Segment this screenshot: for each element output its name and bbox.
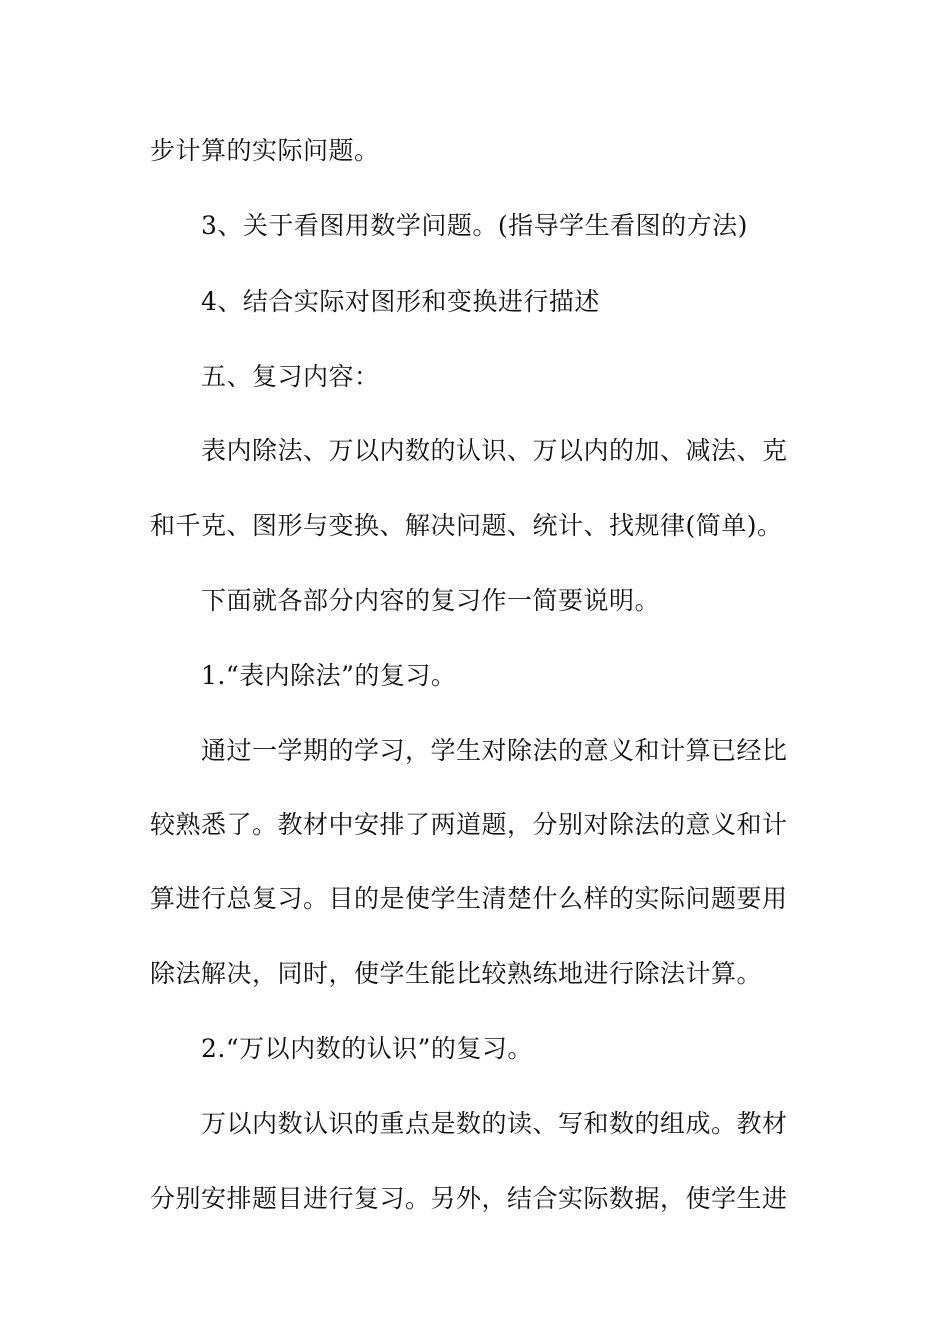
paragraph-line: 下面就各部分内容的复习作一简要说明。 (201, 586, 661, 615)
paragraph-line: 3、关于看图用数学问题。(指导学生看图的方法) (201, 211, 748, 240)
paragraph-line: 较熟悉了。教材中安排了两道题，分别对除法的意义和计 (150, 810, 788, 839)
paragraph-line: 和千克、图形与变换、解决问题、统计、找规律(简单)。 (150, 511, 783, 540)
paragraph-line: 万以内数认识的重点是数的读、写和数的组成。教材 (201, 1109, 788, 1138)
subsection-heading: 1.“表内除法”的复习。 (201, 661, 457, 690)
paragraph-line: 除法解决，同时，使学生能比较熟练地进行除法计算。 (150, 959, 763, 988)
paragraph-line: 算进行总复习。目的是使学生清楚什么样的实际问题要用 (150, 884, 788, 913)
paragraph-line: 4、结合实际对图形和变换进行描述 (201, 287, 600, 316)
paragraph-line: 步计算的实际问题。 (150, 136, 380, 165)
paragraph-line: 通过一学期的学习，学生对除法的意义和计算已经比 (201, 736, 788, 765)
paragraph-line: 表内除法、万以内数的认识、万以内的加、减法、克 (201, 436, 788, 465)
paragraph-line: 分别安排题目进行复习。另外，结合实际数据，使学生进 (150, 1184, 788, 1213)
section-heading: 五、复习内容： (201, 362, 380, 391)
subsection-heading: 2.“万以内数的认识”的复习。 (201, 1034, 533, 1063)
